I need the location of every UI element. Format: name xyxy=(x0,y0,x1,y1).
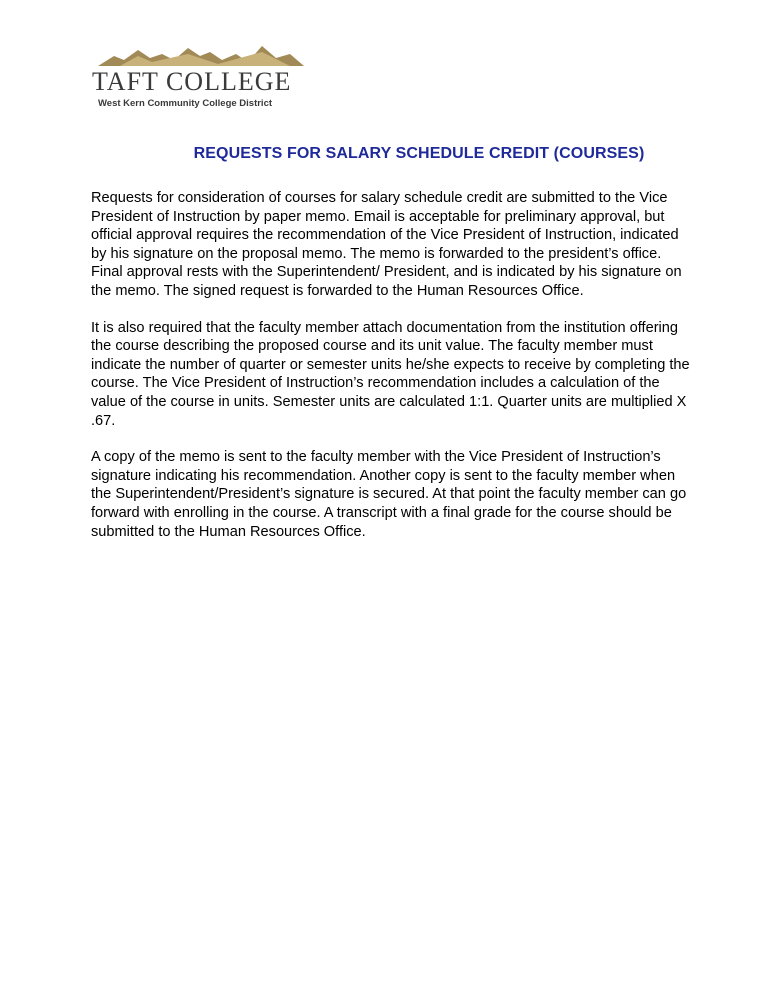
document-title: REQUESTS FOR SALARY SCHEDULE CREDIT (COURSES) xyxy=(193,145,645,162)
taft-college-logo xyxy=(90,40,312,116)
logo-graphic xyxy=(90,40,312,116)
logo-wordmark: TAFT COLLEGE xyxy=(92,67,292,96)
paragraph-submission-process: Requests for consideration of courses for salary schedule credit are submitted to the Vice President of Instruction by paper memo. Email is acceptable for preliminary approval, but official approval requires the recommendation of the Vice President of Instruction, indicated by his signature on the proposal memo. The memo is forwarded to the president’s office. Final approval rests with the Superintendent/ President, and is indicated by his signature on the memo. The signed request is forwarded to the Human Resources Office. xyxy=(91,190,682,299)
logo-tagline: West Kern Community College District xyxy=(98,98,273,109)
paragraph-documentation-requirements: It is also required that the faculty member attach documentation from the institution offering the course describing the proposed course and its unit value. The faculty member must indicate the number of quarter or semester units he/she expects to receive by completing the course. The Vice President of Instruction’s recommendation includes a calculation of the value of the course in units. Semester units are calculated 1:1. Quarter units are multiplied X .67. xyxy=(91,319,690,429)
paragraph-memo-copies: A copy of the memo is sent to the faculty member with the Vice President of Instruction’s signature indicating his recommendation. Another copy is sent to the faculty member when the Superintendent/President’s signature is secured. At that point the faculty member can go forward with enrolling in the course. A transcript with a final grade for the course should be submitted to the Human Resources Office. xyxy=(91,449,687,540)
document-body xyxy=(91,189,691,559)
